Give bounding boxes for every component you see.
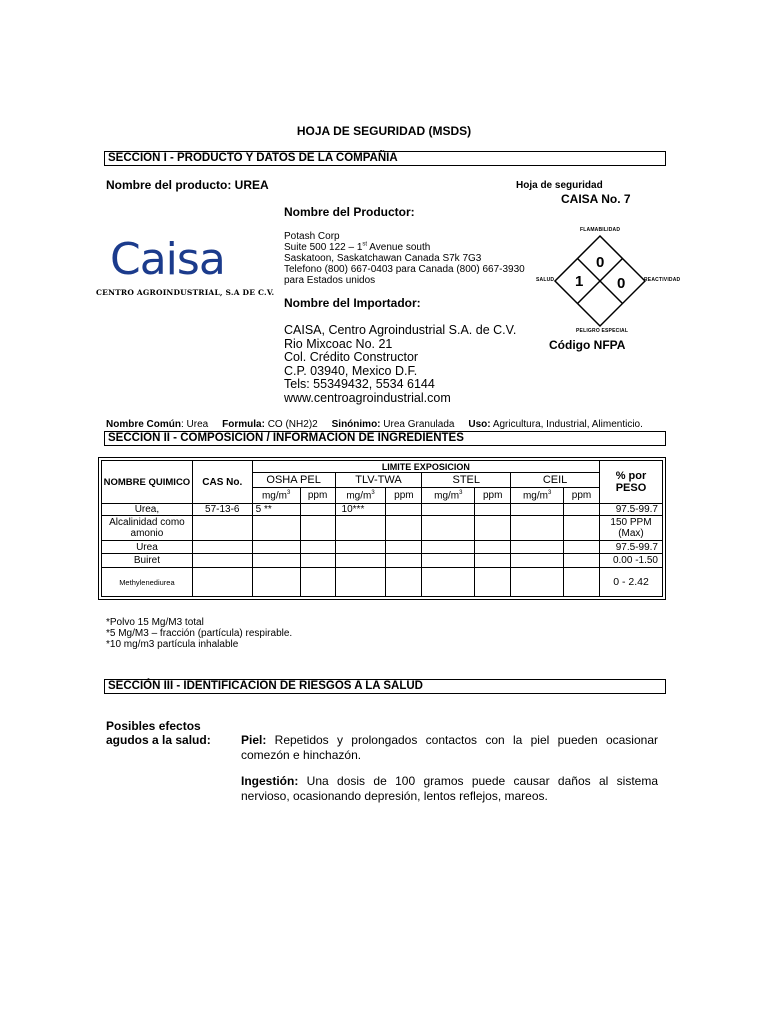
- cell-percent: 97.5-99.7: [599, 504, 662, 516]
- cell-cas: [192, 516, 252, 541]
- section-3-header: SECCIÓN III - IDENTIFICACION DE RIESGOS A LA SALUD: [104, 679, 666, 694]
- unit-ppm: ppm: [475, 488, 511, 504]
- cell-percent: 0 - 2.42: [599, 568, 662, 597]
- cell-empty: [511, 504, 564, 516]
- importer-line: C.P. 03940, Mexico D.F.: [284, 363, 418, 378]
- unit-ppm: ppm: [386, 488, 422, 504]
- cell-name: Urea,: [102, 504, 193, 516]
- cell-empty: [475, 554, 511, 568]
- nfpa-health: 1: [575, 273, 584, 290]
- unit-ppm: ppm: [300, 488, 335, 504]
- use-label: Uso:: [468, 419, 491, 430]
- col-limit-header: LIMITE EXPOSICION: [252, 461, 599, 473]
- cell-cas: [192, 568, 252, 597]
- table-row: [102, 504, 663, 516]
- unit-mg: $mg/m^3$: [252, 488, 300, 504]
- col-name-header: NOMBRE QUIMICO: [102, 461, 193, 504]
- cell-empty: [386, 504, 422, 516]
- col-percent-header: % por PESO: [599, 461, 662, 504]
- cell-empty: [564, 554, 600, 568]
- producer-line: Suite 500 122 – 1st Avenue south: [284, 241, 431, 253]
- skin-label: Piel:: [241, 733, 267, 747]
- cell-empty: [300, 516, 335, 541]
- nfpa-bottom-label: PELIGRO ESPECIAL: [576, 328, 629, 334]
- cell-empty: [475, 541, 511, 554]
- cell-name: Methylenediurea: [102, 568, 193, 597]
- cell-empty: [564, 504, 600, 516]
- group-ceil: CEIL: [511, 473, 600, 488]
- nfpa-caption: Código NFPA: [549, 338, 626, 352]
- importer-line: CAISA, Centro Agroindustrial S.A. de C.V.: [284, 323, 517, 337]
- cell-empty: [335, 568, 386, 597]
- caisa-logo: [96, 234, 275, 300]
- cell-empty: [511, 516, 564, 541]
- skin-text: Repetidos y prolongados contactos con la piel pueden ocasionar comezón e hinchazón.: [241, 733, 658, 762]
- nfpa-diamond: [530, 224, 681, 336]
- importer-line: Col. Crédito Constructor: [284, 350, 419, 364]
- cell-cas: 57-13-6: [192, 504, 252, 516]
- logo-wordmark: Caisa: [110, 234, 225, 285]
- producer-address: [284, 231, 525, 286]
- cell-empty: [475, 504, 511, 516]
- col-cas-header: CAS No.: [192, 461, 252, 504]
- cell-empty: [422, 554, 475, 568]
- cell-empty: [252, 541, 300, 554]
- cell-name: Alcalinidad como amonio: [102, 516, 193, 541]
- product-name: Nombre del producto: UREA: [106, 178, 269, 192]
- health-effects-label: [106, 719, 211, 747]
- cell-empty: [564, 541, 600, 554]
- importer-line: www.centroagroindustrial.com: [284, 390, 451, 405]
- note-line: *10 mg/m3 partícula inhalable: [106, 639, 239, 650]
- cell-percent: 150 PPM (Max): [599, 516, 662, 541]
- nfpa-top-label: FLAMABILIDAD: [580, 227, 621, 233]
- unit-mg: $mg/m^3$: [511, 488, 564, 504]
- cell-empty: [564, 516, 600, 541]
- nfpa-reactivity: 0: [617, 275, 626, 292]
- cell-empty: [511, 541, 564, 554]
- cell-name: Urea: [102, 541, 193, 554]
- nfpa-right-label: REACTIVIDAD: [644, 277, 681, 283]
- document-title: HOJA DE SEGURIDAD (MSDS): [296, 124, 472, 138]
- table-row: [102, 554, 663, 568]
- importer-line: Tels: 55349432, 5534 6144: [284, 377, 435, 391]
- cell-empty: [252, 516, 300, 541]
- cell-empty: [422, 504, 475, 516]
- cell-empty: [386, 568, 422, 597]
- table-row: [102, 541, 663, 554]
- cell-empty: [335, 516, 386, 541]
- cell-empty: [300, 541, 335, 554]
- common-name-value: : Urea: [181, 419, 209, 430]
- cell-percent: 97.5-99.7: [599, 541, 662, 554]
- synonym-value: Urea Granulada: [383, 419, 455, 430]
- cell-empty: [252, 568, 300, 597]
- effects-label-line: Posibles efectos: [106, 719, 201, 733]
- ingestion-label: Ingestión:: [241, 774, 299, 788]
- group-tlv: TLV-TWA: [335, 473, 422, 488]
- importer-label: Nombre del Importador:: [284, 296, 421, 310]
- cell-empty: [335, 554, 386, 568]
- cell-cas: [192, 554, 252, 568]
- cell-empty: [386, 541, 422, 554]
- section-1-header: SECCION I - PRODUCTO Y DATOS DE LA COMPAÑIA: [104, 151, 666, 166]
- group-stel: STEL: [422, 473, 511, 488]
- skin-effect: [241, 733, 658, 762]
- table-row: [102, 516, 663, 541]
- producer-line: Telefono (800) 667-0403 para Canada (800) 667-3930: [284, 264, 525, 275]
- unit-ppm: ppm: [564, 488, 600, 504]
- note-line: *5 Mg/M3 – fracción (partícula) respirable.: [106, 628, 293, 639]
- importer-line: Rio Mixcoac No. 21: [284, 336, 393, 351]
- cell-empty: [422, 516, 475, 541]
- note-line: *Polvo 15 Mg/M3 total: [106, 617, 204, 628]
- cell-empty: [511, 554, 564, 568]
- cell-empty: [252, 554, 300, 568]
- effects-label-line: agudos a la salud:: [106, 733, 211, 747]
- cell-empty: [386, 516, 422, 541]
- logo-subtitle: CENTRO AGROINDUSTRIAL, S.A DE C.V.: [96, 288, 275, 297]
- importer-address: [284, 324, 516, 405]
- ingestion-text: Una dosis de 100 gramos puede causar daños al sistema nervioso, ocasionando depresión, lentos reflejos, mareos.: [241, 774, 658, 803]
- producer-line: Saskatoon, Saskatchawan Canada S7k 7G3: [284, 253, 482, 264]
- table-header-row: [102, 461, 663, 473]
- unit-mg: $mg/m^3$: [335, 488, 386, 504]
- cell-name: Buiret: [102, 554, 193, 568]
- nfpa-flammability: 0: [596, 254, 605, 271]
- nfpa-left-label: SALUD: [536, 277, 555, 283]
- cell-osha-mg: 5 **: [252, 504, 300, 516]
- producer-line: Potash Corp: [284, 231, 340, 242]
- cell-empty: [335, 541, 386, 554]
- sheet-label: Hoja de seguridad: [516, 180, 603, 191]
- producer-line: para Estados unidos: [284, 275, 376, 286]
- cell-empty: [422, 541, 475, 554]
- group-osha: OSHA PEL: [252, 473, 335, 488]
- cell-empty: [386, 554, 422, 568]
- formula-value: CO (NH2)2: [267, 419, 318, 430]
- cell-cas: [192, 541, 252, 554]
- cell-percent: 0.00 -1.50: [599, 554, 662, 568]
- composition-table: [101, 460, 663, 597]
- cell-empty: [300, 568, 335, 597]
- use-value: Agricultura, Industrial, Alimenticio.: [492, 419, 643, 430]
- common-info-line: [106, 419, 643, 430]
- cell-empty: [475, 568, 511, 597]
- producer-label: Nombre del Productor:: [284, 205, 415, 219]
- unit-mg: $mg/m^3$: [422, 488, 475, 504]
- cell-empty: [422, 568, 475, 597]
- common-name-label: Nombre Común: [106, 419, 181, 430]
- ingestion-effect: [241, 774, 658, 803]
- cell-empty: [300, 504, 335, 516]
- table-row: [102, 568, 663, 597]
- cell-empty: [300, 554, 335, 568]
- cell-empty: [475, 516, 511, 541]
- cell-empty: [511, 568, 564, 597]
- section-2-header: SECCION II - COMPOSICION / INFORMACION DE INGREDIENTES: [104, 431, 666, 446]
- sheet-number: CAISA No. 7: [561, 192, 631, 206]
- cell-empty: [564, 568, 600, 597]
- cell-tlv-mg: 10***: [335, 504, 386, 516]
- formula-label: Formula:: [222, 419, 265, 430]
- exposure-notes: [106, 617, 292, 650]
- synonym-label: Sinónimo:: [331, 419, 381, 430]
